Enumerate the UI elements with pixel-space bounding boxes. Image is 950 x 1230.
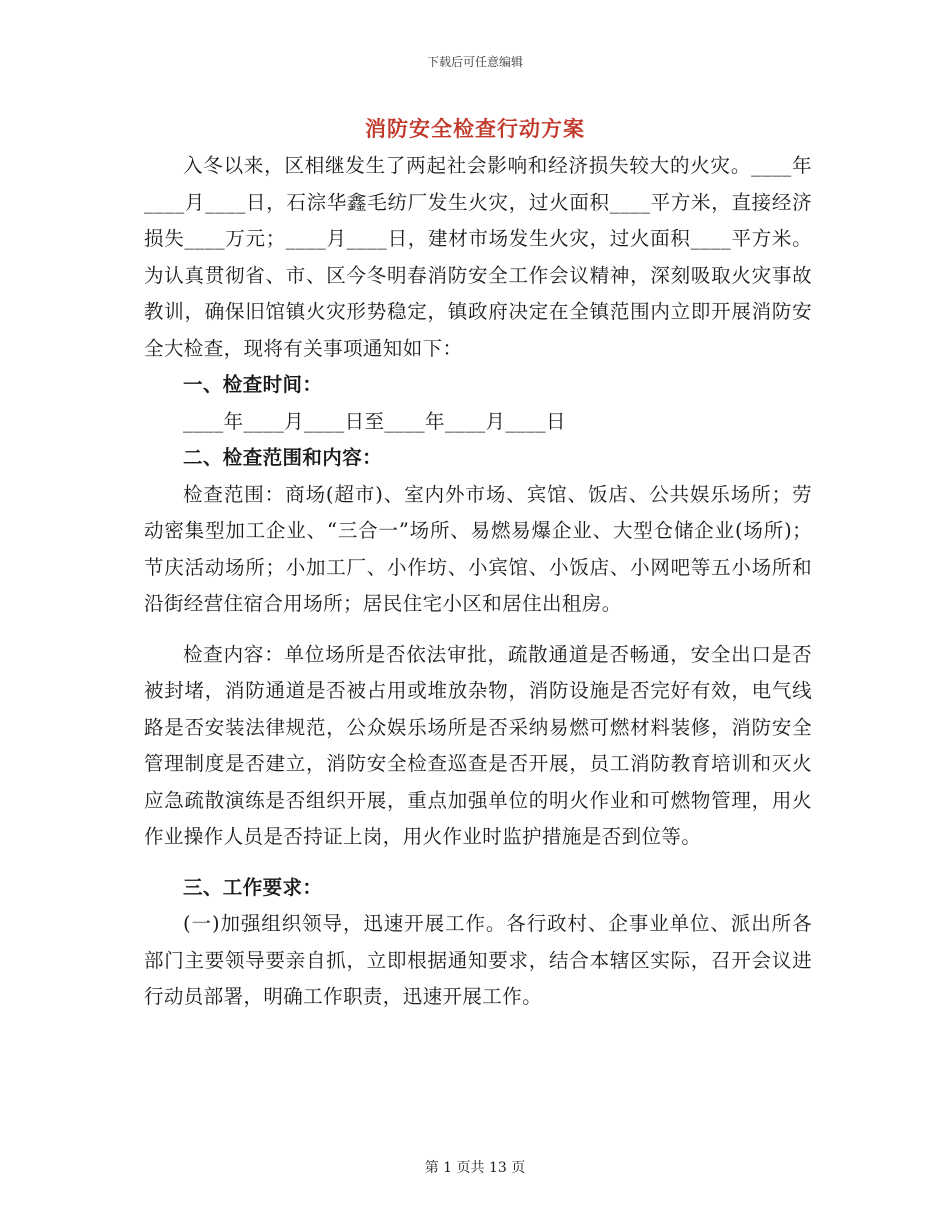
section2-content-paragraph: 检查内容：单位场所是否依法审批，疏散通道是否畅通，安全出口是否被封堵，消防通道是否被占用或堆放杂物，消防设施是否完好有效，电气线路是否安装法律规范，公众娱乐场所是否采纳易燃可燃材料装修，消防安全管理制度是否建立，消防安全检查巡查是否开展，员工消防教育培训和灭火应急疏散演练是否组织开展，重点加强单位的明火作业和可燃物管理，用火作业操作人员是否持证上岗，用火作业时监护措施是否到位等。 [144, 642, 812, 848]
header-note: 下载后可任意编辑 [426, 55, 523, 69]
document-title: 消防安全检查行动方案 [365, 116, 585, 141]
section1-heading: 一、检查时间： [183, 373, 323, 396]
section3-heading: 三、工作要求： [183, 875, 323, 899]
section2-scope-paragraph: 检查范围：商场(超市)、室内外市场、宾馆、饭店、公共娱乐场所；劳动密集型加工企业、“三合一”场所、易燃易爆企业、大型仓储企业(场所)；节庆活动场所；小加工厂、小作坊、小宾馆、小饭店、小网吧等五小场所和沿街经营住宿合用场所；居民住宅小区和居住出租房。 [144, 482, 812, 615]
section2-heading: 二、检查范围和内容： [183, 446, 383, 469]
paragraph-gap [144, 623, 812, 637]
section3-item1-paragraph: (一)加强组织领导，迅速开展工作。各行政村、企事业单位、派出所各部门主要领导要亲自抓，立即根据通知要求，结合本辖区实际，召开会议进行动员部署，明确工作职责，迅速开展工作。 [144, 912, 812, 1008]
page-footer: 第 1 页共 13 页 [424, 1160, 526, 1176]
document-body [144, 148, 812, 1016]
paragraph-gap [144, 856, 812, 870]
section1-content: ____年____月____日至____年____月____日 [183, 409, 566, 433]
intro-paragraph: 入冬以来，区相继发生了两起社会影响和经济损失较大的火灾。____年____月____日，石淙华鑫毛纺厂发生火灾，过火面积____平方米，直接经济损失____万元；____月____日，建材市场发生火灾，过火面积____平方米。为认真贯彻省、市、区今冬明春消防安全工作会议精神，深刻吸取火灾事故教训，确保旧馆镇火灾形势稳定，镇政府决定在全镇范围内立即开展消防安全大检查，现将有关事项通知如下： [144, 154, 812, 360]
